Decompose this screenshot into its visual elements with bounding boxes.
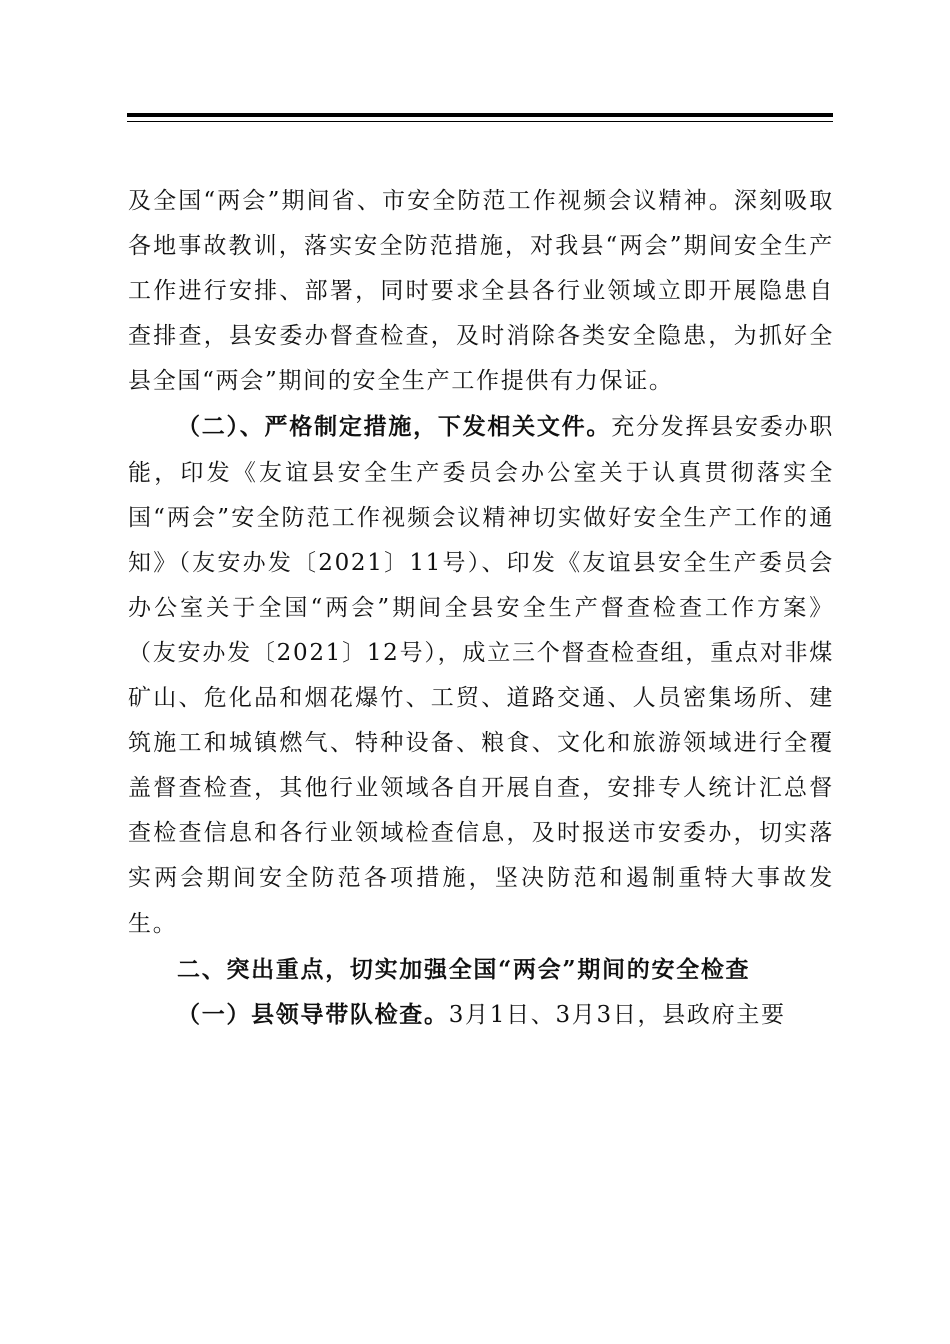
- paragraph-continuation: 及全国“两会”期间省、市安全防范工作视频会议精神。深刻吸取各地事故教训，落实安全防范措施，对我县“两会”期间安全生产工作进行安排、部署，同时要求全县各行业领域立即开展隐患自查排查，县安委办督查检查，及时消除各类安全隐患，为抓好全县全国“两会”期间的安全生产工作提供有力保证。: [128, 188, 834, 395]
- paragraph-subsection-1: [128, 992, 834, 1038]
- heading-part-two: 二、突出重点，切实加强全国“两会”期间的安全检查: [177, 955, 751, 983]
- section-2-body: 充分发挥县安委办职能，印发《友谊县安全生产委员会办公室关于认真贯彻落实全国“两会”安全防范工作视频会议精神切实做好安全生产工作的通知》（友安办发〔2021〕11号）、印发《友谊县安全生产委员会办公室关于全国“两会”期间全县安全生产督查检查工作方案》（友安办发〔2021〕12号），成立三个督查检查组，重点对非煤矿山、危化品和烟花爆竹、工贸、道路交通、人员密集场所、建筑施工和城镇燃气、特种设备、粮食、文化和旅游领域进行全覆盖督查检查，其他行业领域各自开展自查，安排专人统计汇总督查检查信息和各行业领域检查信息，及时报送市安委办，切实落实两会期间安全防范各项措施，坚决防范和遏制重特大事故发生。: [128, 414, 834, 937]
- header-rule-thin: [127, 121, 833, 122]
- document-body: [128, 179, 834, 1038]
- header-rule-thick: [127, 113, 833, 117]
- subsection-1-body: 3月1日、3月3日，县政府主要: [448, 1001, 786, 1028]
- section-2-lead: （二）、严格制定措施，下发相关文件。: [177, 413, 612, 441]
- paragraph-section-2: [128, 404, 834, 946]
- subsection-1-lead: （一）县领导带队检查。: [177, 1000, 449, 1028]
